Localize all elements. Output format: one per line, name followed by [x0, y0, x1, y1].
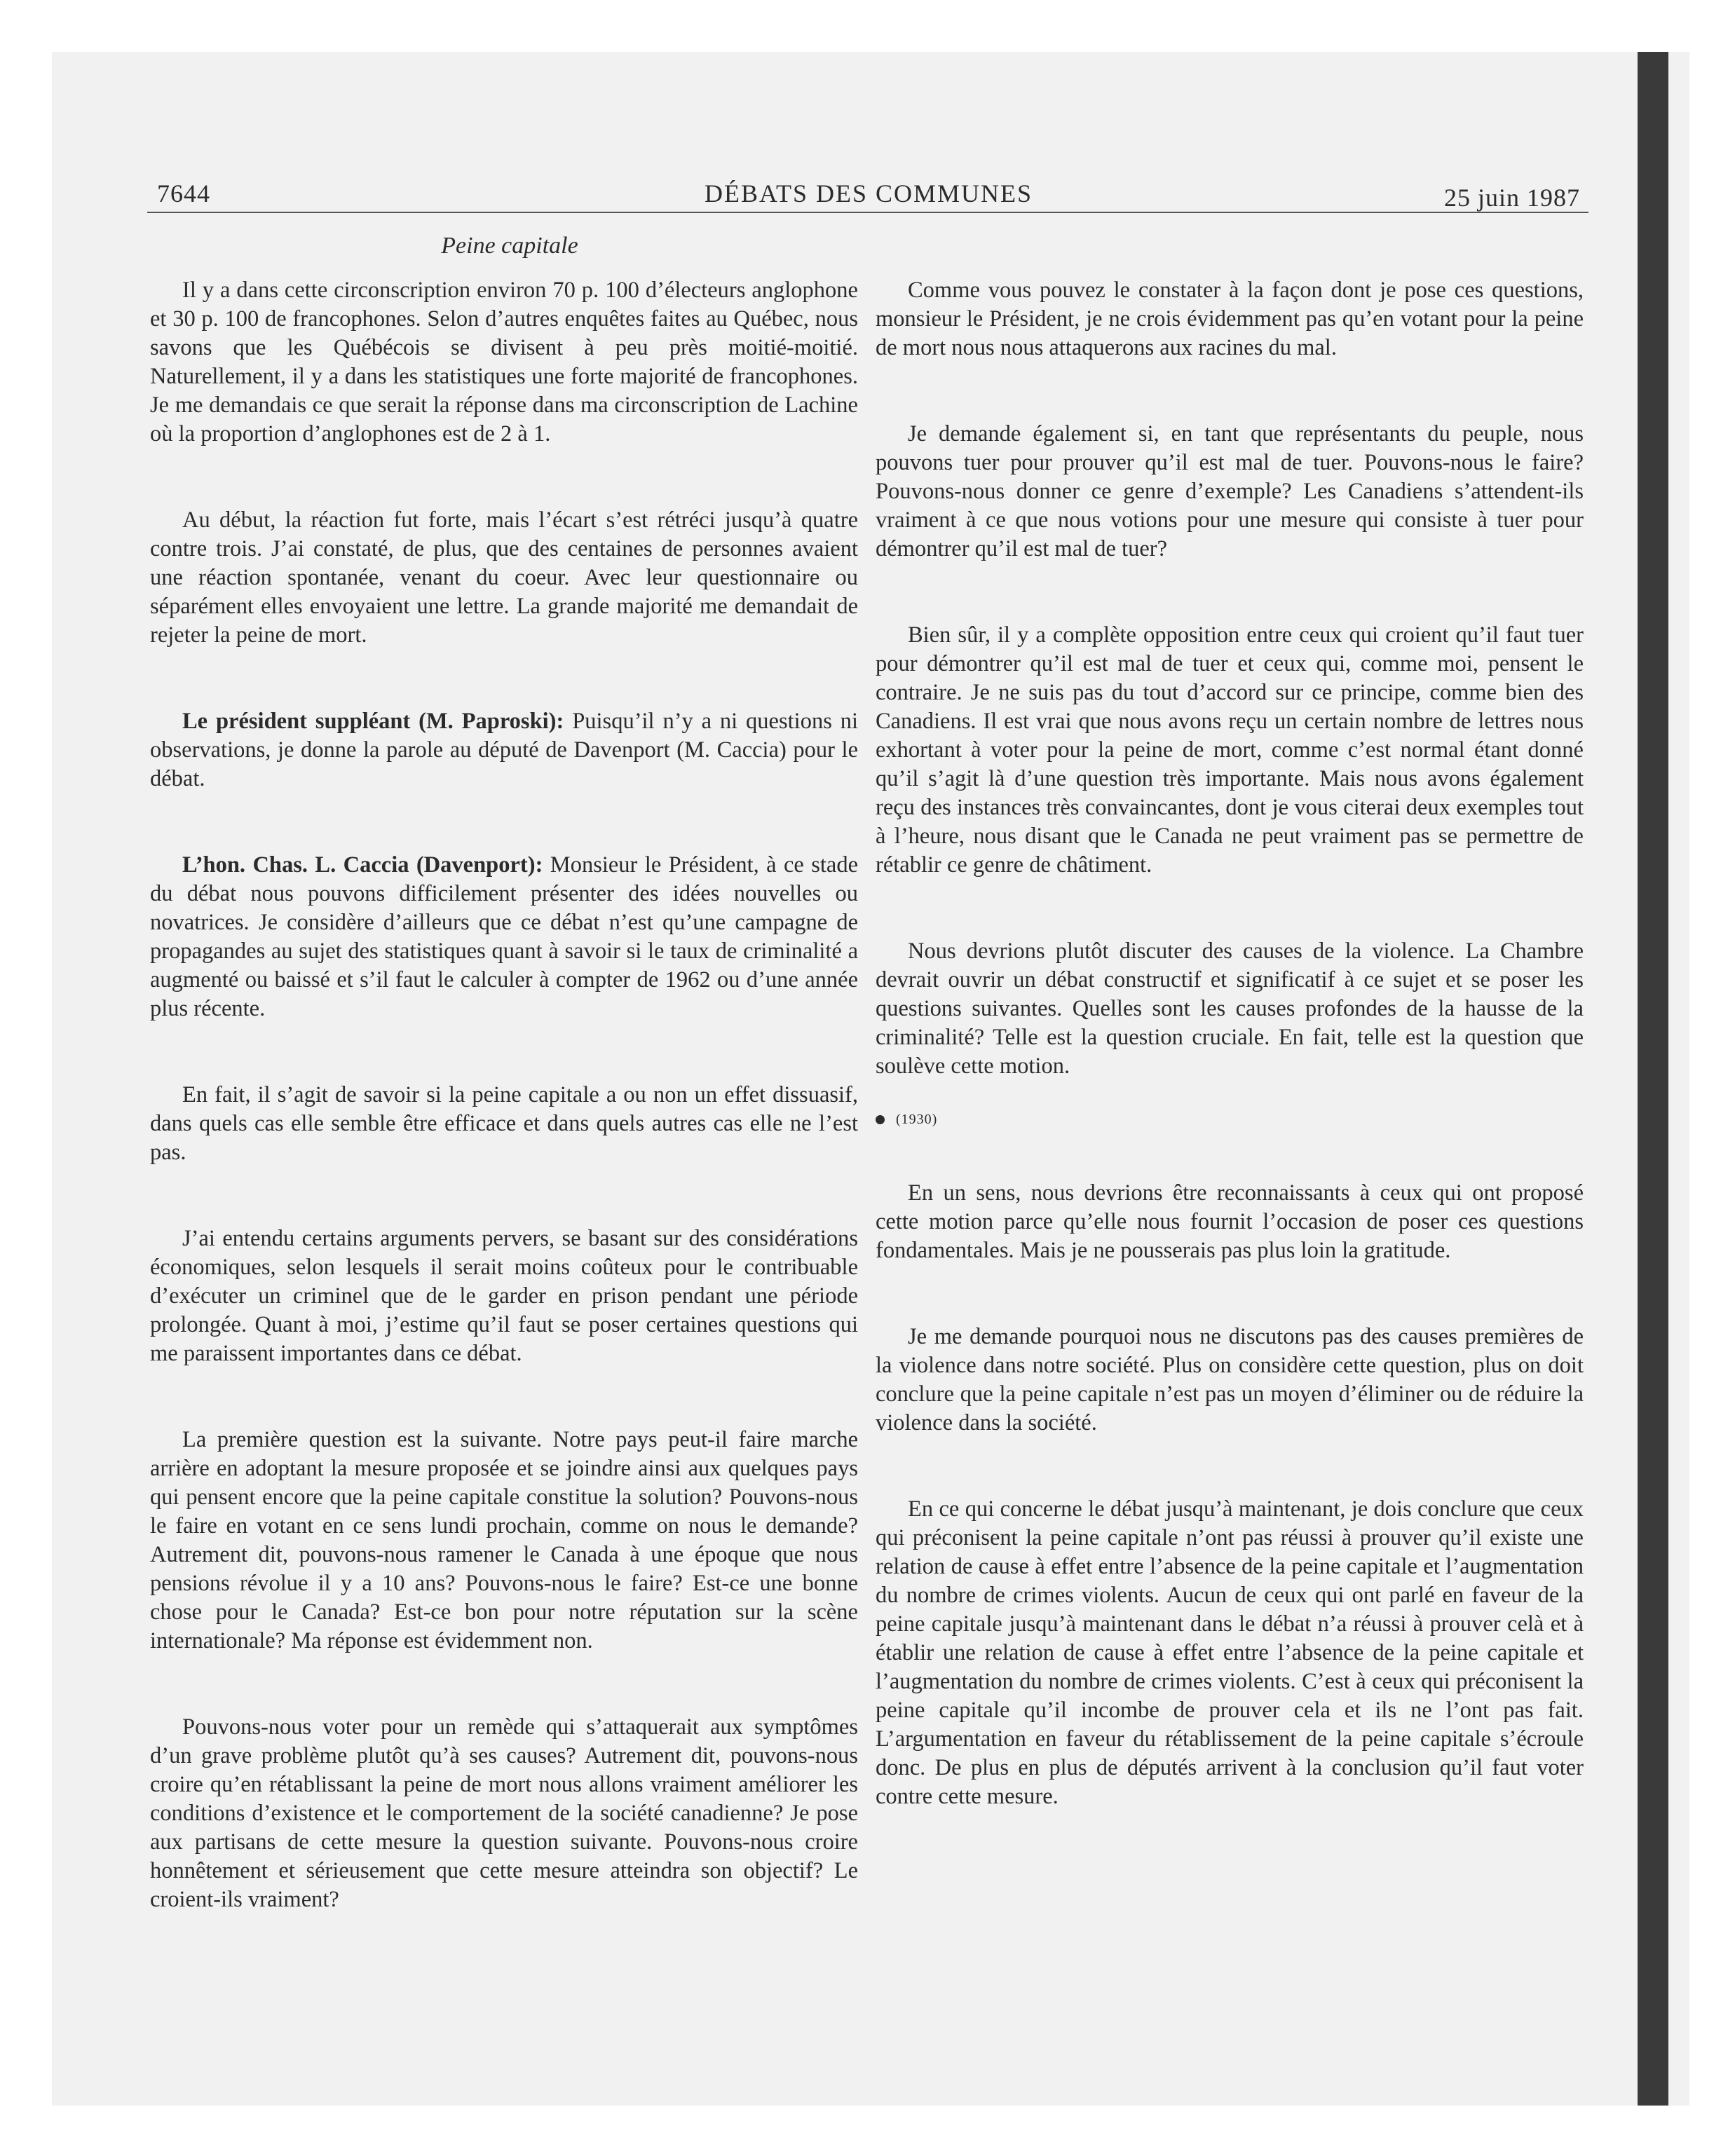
paragraph: Bien sûr, il y a complète opposition entre ceux qui croient qu’il faut tuer pour démontrer qu’il est mal de tuer et ceux qui, comme moi, pensent le contraire. Je ne suis pas du tout d’accord sur ce principe, comme bien des Canadiens. Il est vrai que nous avons reçu un certain nombre de lettres nous exhortant à voter pour la peine de mort, comme c’est normal étant donné qu’il s’agit là d’une question très importante. Mais nous avons également reçu des instances très convaincantes, dont je vous citerai deux exemples tout à l’heure, nous disant que le Canada ne peut vraiment pas se permettre de rétablir ce genre de châtiment.: [876, 622, 1584, 878]
header-rule: [147, 212, 1588, 213]
paragraph: En ce qui concerne le débat jusqu’à maintenant, je dois conclure que ceux qui préconisent la peine capitale n’ont pas réussi à prouver qu’il existe une relation de cause à effet entre l’absence de la peine capitale et l’augmentation du nombre de crimes violents. Aucun de ceux qui ont parlé en faveur de la peine capitale jusqu’à maintenant dans le débat n’a réussi à prouver celà et à établir une relation de cause à effet entre l’absence de la peine capitale et l’augmentation du nombre de crimes violents. C’est à ceux qui préconisent la peine capitale qu’il incombe de prouver cela et ils ne l’ont pas fait. L’argumentation en faveur du rétablissement de la peine capitale s’écroule donc. De plus en plus de députés arrivent à la conclusion qu’il faut voter contre cette mesure.: [876, 1496, 1584, 1809]
paragraph: J’ai entendu certains arguments pervers, se basant sur des considérations économiques, selon lesquels il serait moins coûteux pour le contribuable d’exécuter un criminel que de le garder en prison pendant une période prolongée. Quant à moi, j’estime qu’il faut se poser certaines questions qui me paraissent importantes dans ce débat.: [150, 1226, 858, 1366]
bullet-dot-icon: [876, 1115, 885, 1124]
paragraph: Je me demande pourquoi nous ne discutons pas des causes premières de la violence dans notre société. Plus on considère cette question, plus on doit conclure que la peine capitale n’est pas un moyen d’éliminer ou de réduire la violence dans la société.: [876, 1324, 1584, 1435]
speaker-paragraph: [150, 707, 858, 793]
speaker-paragraph: [150, 851, 858, 1023]
paragraph: Je demande également si, en tant que représentants du peuple, nous pouvons tuer pour prouver qu’il est mal de tuer. Pouvons-nous le faire? Pouvons-nous donner ce genre d’exemple? Les Canadiens s’attendent-ils vraiment à ce que nous votions pour une mesure qui consiste à tuer pour démontrer qu’il est mal de tuer?: [876, 421, 1584, 561]
paragraph: Au début, la réaction fut forte, mais l’écart s’est rétréci jusqu’à quatre contre trois. J’ai constaté, de plus, que des centaines de personnes avaient une réaction spontanée, venant du coeur. Avec leur questionnaire ou séparément elles envoyaient une lettre. La grande majorité me demandait de rejeter la peine de mort.: [150, 507, 858, 648]
paragraph: Il y a dans cette circonscription environ 70 p. 100 d’électeurs anglophone et 30 p. 100 de francophones. Selon d’autres enquêtes faites au Québec, nous savons que les Québécois se divisent à peu près moitié-moitié. Naturellement, il y a dans les statistiques une forte majorité de francophones. Je me demandais ce que serait la réponse dans ma circonscription de Lachine où la proportion d’anglophones est de 2 à 1.: [150, 278, 858, 446]
speaker-name: Le président suppléant (M. Paproski):: [182, 709, 564, 734]
speech-text: Puisqu’il n’y a ni questions ni observations, je donne la parole au député de Davenport (M. Caccia) pour le débat.: [150, 709, 858, 791]
left-column: [150, 276, 858, 1914]
page-header: [157, 179, 1580, 214]
paragraph: Comme vous pouvez le constater à la façon dont je pose ces questions, monsieur le Président, je ne crois évidemment pas qu’en votant pour la peine de mort nous nous attaquerons aux racines du mal.: [876, 278, 1584, 360]
paragraph: En un sens, nous devrions être reconnaissants à ceux qui ont proposé cette motion parce qu’elle nous fournit l’occasion de poser ces questions fondamentales. Mais je ne pousserais pas plus loin la gratitude.: [876, 1180, 1584, 1263]
paragraph: Nous devrions plutôt discuter des causes de la violence. La Chambre devrait ouvrir un débat constructif et significatif à ce sujet et se poser les questions suivantes. Quelles sont les causes profondes de la hausse de la criminalité? Telle est la question cruciale. En fait, telle est la question que soulève cette motion.: [876, 939, 1584, 1079]
right-column: [876, 276, 1584, 1811]
time-marker: [876, 1109, 1584, 1130]
time-marker-text: (1930): [896, 1112, 938, 1127]
speech-text: Monsieur le Président, à ce stade du débat nous pouvons difficilement présenter des idées nouvelles ou novatrices. Je considère d’ailleurs que ce débat n’est qu’une campagne de propagandes au sujet des statistiques quant à savoir si le taux de criminalité a augmenté ou baissé et s’il faut le calculer à compter de 1962 ou d’une année plus récente.: [150, 852, 858, 1021]
scan-edge-shadow: [1638, 52, 1668, 2106]
paragraph: La première question est la suivante. Notre pays peut-il faire marche arrière en adoptant la mesure proposée et se joindre ainsi aux quelques pays qui pensent encore que la peine capitale constitue la solution? Pouvons-nous le faire en votant en ce sens lundi prochain, comme on nous le demande? Autrement dit, pouvons-nous ramener le Canada à une époque que nous pensions révolue il y a 10 ans? Pouvons-nous le faire? Est-ce une bonne chose pour le Canada? Est-ce bon pour notre réputation sur la scène internationale? Ma réponse est évidemment non.: [150, 1427, 858, 1653]
publication-date: 25 juin 1987: [1443, 184, 1580, 212]
speaker-name: L’hon. Chas. L. Caccia (Davenport):: [182, 852, 543, 878]
publication-title: DÉBATS DES COMMUNES: [704, 179, 1033, 207]
page-number: 7644: [157, 179, 210, 207]
paragraph: En fait, il s’agit de savoir si la peine capitale a ou non un effet dissuasif, dans quels cas elle semble être efficace et dans quels autres cas elle ne l’est pas.: [150, 1082, 858, 1165]
section-title: Peine capitale: [441, 233, 578, 259]
paragraph: Pouvons-nous voter pour un remède qui s’attaquerait aux symptômes d’un grave problème plutôt qu’à ses causes? Autrement dit, pouvons-nous croire qu’en rétablissant la peine de mort nous allons vraiment améliorer les conditions d’existence et le comportement de la société canadienne? Je pose aux partisans de cette mesure la question suivante. Pouvons-nous croire honnêtement et sérieusement que cette mesure atteindra son objectif? Le croient-ils vraiment?: [150, 1714, 858, 1912]
